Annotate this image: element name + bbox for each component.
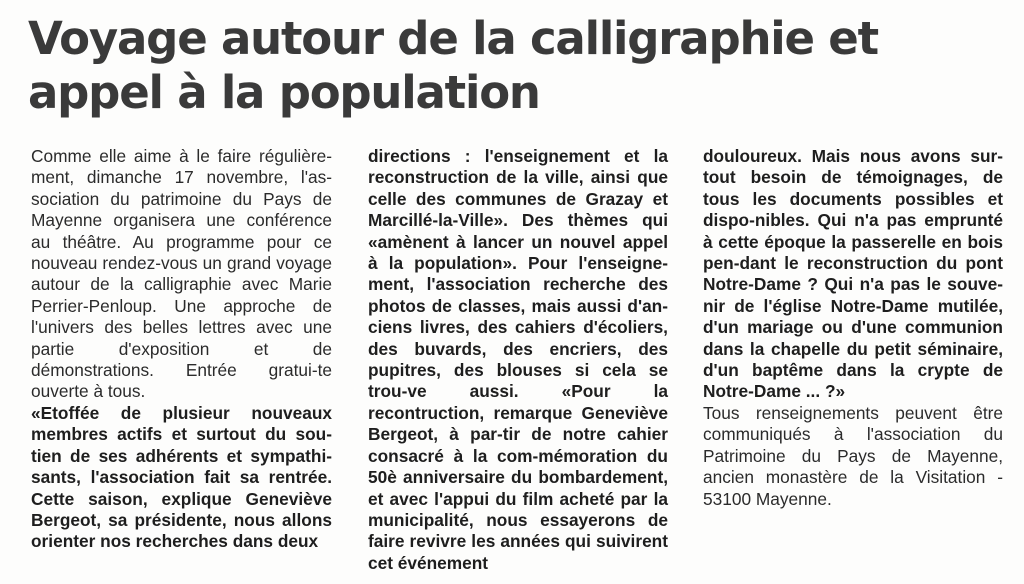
article-column-3 <box>703 146 1003 510</box>
column-1-paragraph-quote: «Etoffée de plusieur nouveaux membres actifs et surtout du sou-tien de ses adhérents et sympathi-sants, l'association fait sa rentrée. Cette saison, explique Geneviève Bergeot, sa présidente, nous allons orienter nos recherches dans deux <box>31 402 332 552</box>
column-3-paragraph-quote: douloureux. Mais nous avons sur-tout besoin de témoignages, de tous les documents possibles et dispo-nibles. Qui n'a pas emprunté à cette époque la passerelle en bois pen-dant le reconstruction du pont Notre-Dame ? Qui n'a pas le souve-nir de l'église Notre-Dame mutilée, d'un mariage ou d'une communion dans la chapelle du petit séminaire, d'un baptême dans la crypte de Notre-Dame ... ?» <box>703 146 1003 402</box>
article-headline: Voyage autour de la calligraphie et appel à la population <box>28 12 878 119</box>
column-3-paragraph-contact: Tous renseignements peuvent être communiqués à l'association du Patrimoine du Pays de Mayenne, ancien monastère de la Visitation - 53100 Mayenne. <box>703 402 1003 509</box>
column-1-paragraph-intro: Comme elle aime à le faire régulière-ment, dimanche 17 novembre, l'as-sociation du patrimoine du Pays de Mayenne organisera une conférence au théâtre. Au programme pour ce nouveau rendez-vous un grand voyage autour de la calligraphie avec Marie Perrier-Penloup. Une approche de l'univers des belles lettres avec une partie d'exposition et de démonstrations. Entrée gratui-te ouverte à tous. <box>31 146 332 402</box>
article-column-2 <box>368 146 668 574</box>
column-2-paragraph: directions : l'enseignement et la reconstruction de la ville, ainsi que celle des communes de Grazay et Marcillé-la-Ville». Des thèmes qui «amènent à lancer un nouvel appel à la population». Pour l'enseigne-ment, l'association recherche des photos de classes, mais aussi d'an-ciens livres, des cahiers d'écoliers, des buvards, des encriers, des pupitres, des blouses si cela se trou-ve aussi. «Pour la recontruction, remarque Geneviève Bergeot, à par-tir de notre cahier consacré à la com-mémoration du 50è anniversaire du bombardement, et avec l'appui du film acheté par la municipalité, nous essayerons de faire revivre les années qui suivirent cet événement <box>368 146 668 573</box>
article-column-1 <box>31 146 332 553</box>
